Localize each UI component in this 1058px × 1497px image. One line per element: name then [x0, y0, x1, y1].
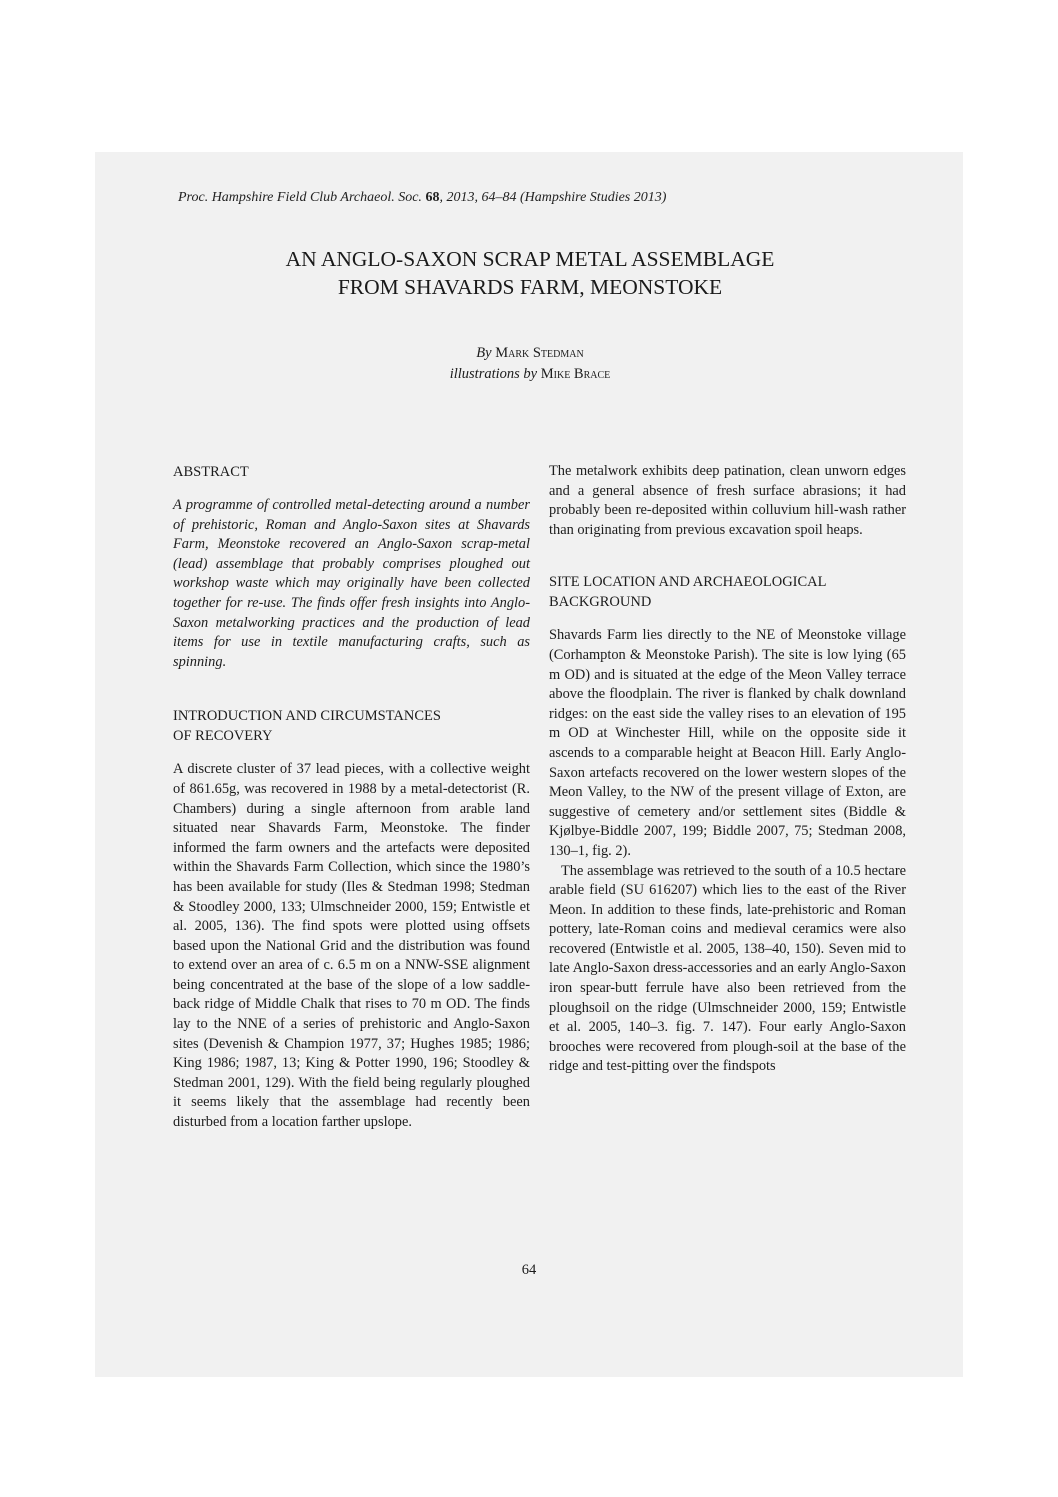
article-title-line-1: AN ANGLO-SAXON SCRAP METAL ASSEMBLAGE	[285, 247, 775, 271]
site-location-heading-line-2: BACKGROUND	[549, 594, 652, 611]
site-location-heading	[549, 572, 906, 612]
site-location-paragraph-1: Shavards Farm lies directly to the NE of Meonstoke village (Corhampton & Meonstoke Parish). The site is low lying (65 m OD) and is situated at the edge of the Meon Valley terrace above the floodplain. The river is flanked by chalk downland ridges: on the east side the valley rises to an elevation of 195 m OD at Winchester Hill, while on the opposite side it ascends to a comparable height at Beacon Hill. Early Anglo-Saxon artefacts recovered on the lower western slopes of the Meon Valley, to the NW of the present village of Exton, are suggestive of cemetery and/or settlement sites (Biddle & Kjølbye-Biddle 2007, 199; Biddle 2007, 75; Stedman 2008, 130–1, fig. 2).	[549, 627, 906, 859]
site-location-paragraph-2: The assemblage was retrieved to the south of a 10.5 hectare arable field (SU 616207) which lies to the east of the River Meon. In addition to these finds, late-prehistoric and Roman pottery, late-Roman coins and medieval ceramics were also recovered (Entwistle et al. 2005, 138–40, 150). Seven mid to late Anglo-Saxon dress-accessories and an early Anglo-Saxon iron spear-butt ferrule have also been retrieved from the ploughsoil on the ridge (Ulmschneider 2000, 159; Entwistle et al. 2005, 140–3. fig. 7. 147). Four early Anglo-Saxon brooches were recovered from plough-soil at the base of the ridge and test-pitting over the findspots	[549, 862, 906, 1075]
site-location-heading-line-1: SITE LOCATION AND ARCHAEOLOGICAL	[549, 574, 827, 591]
article-title	[160, 245, 900, 301]
author-name: Mark Stedman	[495, 345, 584, 361]
right-column	[549, 462, 906, 1077]
illustrator-name: Mike Brace	[540, 366, 611, 382]
page-number: 64	[521, 1262, 537, 1278]
journal-volume: 68	[425, 190, 440, 205]
journal-reference-pre: Proc. Hampshire Field Club Archaeol. Soc.	[178, 190, 426, 205]
intro-heading-line-2: OF RECOVERY	[173, 728, 273, 745]
illustrations-label: illustrations by	[449, 366, 538, 382]
journal-reference-post: , 2013, 64–84 (Hampshire Studies 2013)	[439, 190, 667, 205]
journal-reference	[178, 190, 666, 206]
left-column	[173, 462, 530, 1133]
abstract-heading: ABSTRACT	[173, 464, 249, 480]
metalwork-paragraph: The metalwork exhibits deep patination, clean unworn edges and a general absence of fresh surface abrasions; it had probably been re-deposited within colluvium hill-wash rather than originating from previous excavation spoil heaps.	[549, 463, 906, 538]
article-title-line-2: FROM SHAVARDS FARM, MEONSTOKE	[337, 275, 723, 299]
abstract-text: A programme of controlled metal-detecting around a number of prehistoric, Roman and Anglo-Saxon sites at Shavards Farm, Meonstoke recovered an Anglo-Saxon scrap-metal (lead) assemblage that probably comprises ploughed out workshop waste which may originally have been collected together for re-use. The finds offer fresh insights into Anglo-Saxon metalworking practices and the production of lead items for use in textile manufacturing crafts, such as spinning.	[173, 497, 530, 670]
intro-heading-line-1: INTRODUCTION AND CIRCUMSTANCES	[173, 708, 441, 725]
byline	[160, 343, 900, 385]
by-label: By	[476, 345, 492, 361]
illustrator-line	[160, 364, 900, 385]
intro-paragraph: A discrete cluster of 37 lead pieces, with a collective weight of 861.65g, was recovered in 1988 by a metal-detectorist (R. Chambers) during a single afternoon from arable land situated near Shavards Farm, Meonstoke. The finder informed the farm owners and the artefacts were deposited within the Shavards Farm Collection, which since the 1980’s has been available for study (Iles & Stedman 1998; Stedman & Stoodley 2000, 133; Ulmschneider 2000, 159; Entwistle et al. 2005, 136). The find spots were plotted using offsets based upon the National Grid and the distribution was found to extend over an area of c. 6.5 m on a NNW-SSE alignment being concentrated at the base of the slope of a low saddle-back ridge of Middle Chalk that rises to 70 m OD. The finds lay to the NNE of a series of prehistoric and Anglo-Saxon sites (Devenish & Champion 1977, 37; Hughes 1985; 1986; King 1986; 1987, 13; King & Potter 1990, 196; Stoodley & Stedman 2001, 129). With the field being regularly ploughed it seems likely that the assemblage had recently been disturbed from a location farther upslope.	[173, 761, 530, 1131]
intro-heading	[173, 706, 530, 746]
author-line	[160, 343, 900, 364]
section-gap	[549, 540, 906, 572]
